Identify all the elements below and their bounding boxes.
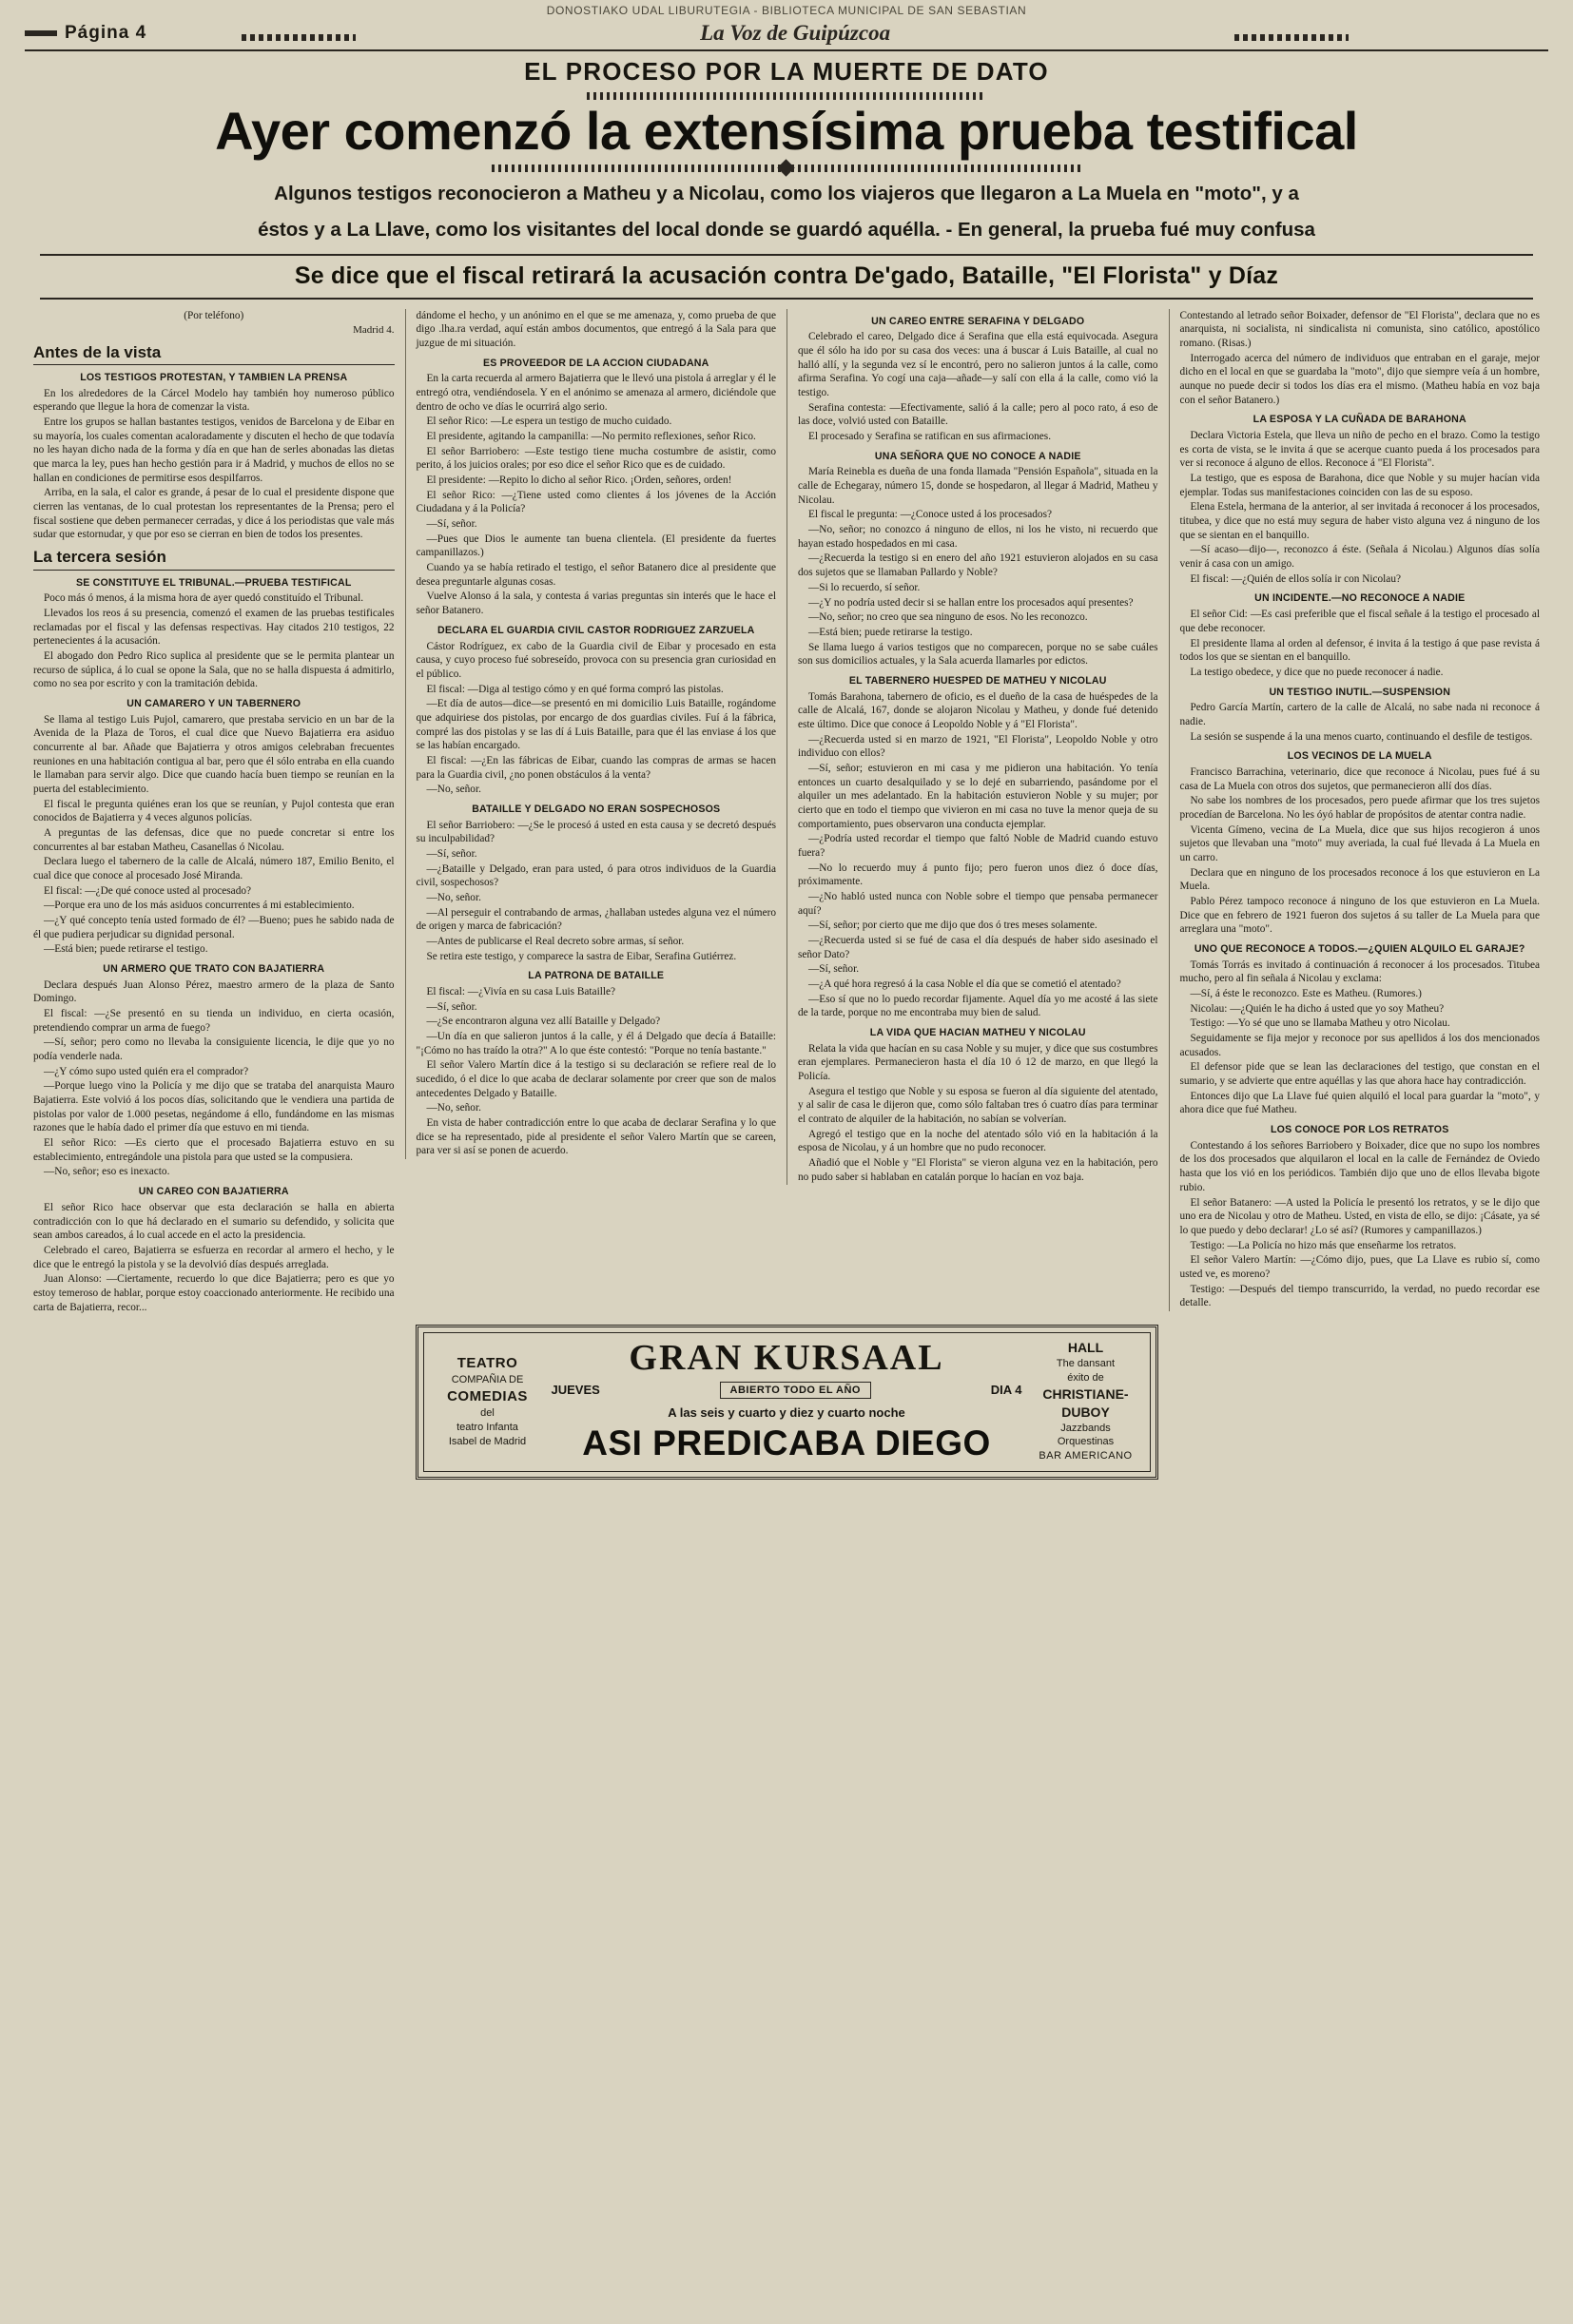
subhead-vida-matheu-nicolau: LA VIDA QUE HACIAN MATHEU Y NICOLAU [869,1027,1086,1039]
paragraph: Testigo: —La Policía no hizo más que enseñarme los retratos. [1190,1239,1457,1251]
advert-company-line-1: COMPAÑIA DE [451,1373,524,1385]
paragraph: Pedro García Martín, cartero de la calle de Alcalá, no sabe nada ni reconoce á nadie. [1179,702,1540,727]
advert-company-line-4: teatro Infanta [456,1421,518,1433]
paragraph: —Et día de autos—dice—se presentó en mi domicilio Luis Bataille, rogándome que adquiriese dos pistolas, por encargo de dos guardias civiles. Fuí á la fábrica, compré las dos pistolas y se las dí á Luis Bataille, para que él las enviase á los que se las habían encargado. [416,698,776,752]
paragraph: —¿Bataille y Delgado, eran para usted, ó para otros individuos de la Guardia civil, sospechosos? [416,862,776,889]
paragraph: —No lo recuerdo muy á punto fijo; pero fueron unos diez ó doce días, próximamente. [798,862,1158,888]
subhead-vecinos-la-muela: LOS VECINOS DE LA MUELA [1287,750,1432,763]
headline-block [0,51,1573,300]
paragraph: Entonces dijo que La Llave fué quien alquiló el local para guardar la "moto", y ahora dice que fué Matheu. [1179,1090,1540,1116]
paragraph: —Porque luego vino la Policía y me dijo que se trataba del anarquista Mauro Bajatierra. Este volvió á los pocos días, solicitando que le vendiera una partida de pistolas por valor de 1.000 pesetas, negándome á ello, fundándome en las mismas razones que le había dado el primer día que estuvo en mi tienda. [33,1080,395,1134]
paragraph: Interrogado acerca del número de individuos que entraban en el garaje, mejor dicho en el local en que se guardaba la "moto", dijo que siempre veía á un hombre, aunque no puede decir si todos los días era el mismo. (Matheu había en voz baja con el señor Batanero.) [1179,352,1540,406]
page-number-label: Página 4 [65,23,147,43]
paragraph: El fiscal le pregunta quiénes eran los que se reunían, y Pujol contesta que eran conocidos de Bajatierra y 4 veces algunos policías. [33,798,395,824]
paragraph: —¿Y no podría usted decir si se hallan entre los procesados aquí presentes? [808,596,1134,609]
paragraph: —Pues que Dios le aumente tan buena clientela. (El presidente da fuertes campanillazos.) [416,533,776,559]
paragraph: Se llama al testigo Luis Pujol, camarero, que prestaba servicio en un bar de la Avenida de la Plaza de Toros, el cual dice que Nuevo Bajatierra era asiduo concurrente al bar. Añade que Bajatierra y otros amigos celebraban frecuentes reuniones en una habitación contigua al bar, pero que él sólo entraba en ella cuando le llamaban para servir algo. Dice que cuando hacía buen tiempo se reunían en la puerta del establecimiento. [33,713,395,795]
headline-sub-2: Se dice que el fiscal retirará la acusación contra De'gado, Bataille, "El Florista" y Díaz [294,261,1279,289]
advert-hall-line-4: Orquestinas [1057,1436,1115,1448]
advert-left-panel [432,1339,544,1463]
paragraph: El señor Barriobero: —¿Se le procesó á usted en esta causa y se decretó después su inculpabilidad? [416,819,776,845]
paragraph: —Está bien; puede retirarse la testigo. [808,626,973,638]
paragraph: —¿Recuerda usted si se fué de casa el día después de haber sido asesinado el señor Dato? [798,934,1158,960]
subhead-incidente-no-reconoce: UN INCIDENTE.—NO RECONOCE A NADIE [1254,592,1466,605]
paragraph: —Al perseguir el contrabando de armas, ¿hallaban ustedes alguna vez el número de origen y marca de fabricación? [416,906,776,933]
subhead-esposa-cunada-barahona: LA ESPOSA Y LA CUÑADA DE BARAHONA [1253,414,1466,426]
advert-venue-title: GRAN KURSAAL [629,1337,944,1378]
paragraph: El presidente, agitando la campanilla: —No permito reflexiones, señor Rico. [426,431,756,443]
archive-watermark: DONOSTIAKO UDAL LIBURUTEGIA - BIBLIOTECA MUNICIPAL DE SAN SEBASTIAN [546,4,1027,17]
paragraph: El señor Barriobero: —Este testigo tiene mucha costumbre de asistir, como perito, á los juicios orales; por eso dice el señor Rico que es de cuidado. [416,445,776,472]
advert-open-badge: ABIERTO TODO EL AÑO [720,1382,871,1399]
advert-company-line-3: del [480,1407,495,1420]
column-3 [786,309,1169,1186]
advert-center-panel [552,1339,1022,1463]
subhead-guardia-civil-zarzuela: DECLARA EL GUARDIA CIVIL CASTOR RODRIGUEZ ZARZUELA [437,624,755,636]
subhead-bataille-delgado: BATAILLE Y DELGADO NO ERAN SOSPECHOSOS [472,803,721,815]
paragraph: Testigo: —Después del tiempo transcurrido, la verdad, no puedo recordar ese detalle. [1179,1283,1540,1309]
diamond-rule-ornament-icon [492,165,1081,172]
dot-rule-ornament-icon [587,92,986,100]
paragraph: Añadió que el Noble y "El Florista" se vieron alguna vez en la habitación, pero no pudo saber si hablaban en catalán porque lo hacían en voz baja. [798,1157,1158,1183]
subhead-camarero-tabernero: UN CAMARERO Y UN TABERNERO [126,697,301,709]
advert-inner [423,1332,1151,1472]
paragraph: —No, señor; no creo que sea ninguno de esos. No les reconozco. [808,611,1088,624]
paragraph: No sabe los nombres de los procesados, pero puede afirmar que los tres sujetos procedían de Barcelona. No les óyó hablar de propósitos de atentar contra nadie. [1179,795,1540,821]
paragraph: Arriba, en la sala, el calor es grande, á pesar de lo cual el presidente dispone que cierren las ventanas, de lo cual protestan los representantes de la Prensa; pero el fiscal sostiene que deben permanecer cerradas, y dice á los periodistas que vale más sudar que estornudar, y que por eso se cierran en bien de todos los presentes. [33,487,395,541]
advert-hall-line-3: Jazzbands [1060,1422,1111,1434]
headline-kicker: EL PROCESO POR LA MUERTE DE DATO [524,57,1049,86]
paragraph: —No, señor. [426,784,481,796]
paragraph: —Sí, señor. [426,1000,477,1013]
section-head-antes-de-la-vista: Antes de la vista [33,343,395,365]
paragraph: Llevados los reos á su presencia, comenzó el examen de las pruebas testificales reclamadas por el fiscal y las defensas respectivas. Hay citados 210 testigos, 22 pertenecientes á la acusación. [33,607,395,648]
paragraph: Declara que en ninguno de los procesados reconoce á los que estuvieron en La Muela. [1179,866,1540,893]
advert-company-line-5: Isabel de Madrid [448,1435,527,1447]
paragraph: —¿Podría usted recordar el tiempo que faltó Noble de Madrid cuando estuvo fuera? [798,833,1158,859]
advert-detail-row [552,1382,1022,1399]
paragraph: —Sí, señor. [808,963,860,976]
headline-main: Ayer comenzó la extensísima prueba testifical [215,101,1358,161]
paragraph: Vuelve Alonso á la sala, y contesta á varias preguntas sin interés que le hace el señor Batanero. [416,591,776,617]
paragraph: El defensor pide que se lean las declaraciones del testigo, que constan en el sumario, y se advierte que entre aquéllas y las que ahora hace hay contradicción. [1179,1061,1540,1088]
subhead-armero-bajatierra: UN ARMERO QUE TRATO CON BAJATIERRA [103,963,325,976]
subhead-conoce-por-retratos: LOS CONOCE POR LOS RETRATOS [1271,1124,1449,1136]
paragraph: El señor Rico hace observar que esta declaración se halla en abierta contradicción con lo que há declarado en el sumario su defendido, y solicita que sean ambos careados, á lo cual accede en el acto la presidencia. [33,1201,395,1242]
paragraph: Vicenta Gímeno, vecina de La Muela, dice que sus hijos recogieron á unos sujetos que llevaban una "moto" muy averiada, la cual fué llevada á La Muela en un carro. [1179,823,1540,863]
advert-hall-act: CHRISTIANE-DUBOY [1042,1385,1129,1420]
paragraph: El fiscal: —Diga al testigo cómo y en qué forma compró las pistolas. [426,683,724,695]
paragraph: El fiscal: —¿Quién de ellos solía ir con Nicolau? [1190,572,1401,585]
paragraph: El fiscal: —¿De qué conoce usted al procesado? [44,884,252,897]
advert-showtime: A las seis y cuarto y diez y cuarto noche [668,1404,905,1420]
paragraph: El presidente: —Repito lo dicho al señor Rico. ¡Orden, señores, orden! [426,474,732,487]
paragraph: El procesado y Serafina se ratifican en sus afirmaciones. [808,431,1052,443]
paragraph: Testigo: —Yo sé que uno se llamaba Matheu y otro Nicolau. [1190,1017,1450,1030]
paragraph: —Antes de publicarse el Real decreto sobre armas, sí señor. [426,935,685,947]
paragraph: Se retira este testigo, y comparece la sastra de Eibar, Serafina Gutiérrez. [426,950,737,962]
paragraph: Serafina contesta: —Efectivamente, salió á la calle; pero al poco rato, á eso de las doce, volvió usted con Bataille. [798,401,1158,428]
paragraph: María Reinebla es dueña de una fonda llamada "Pensión Española", situada en la calle de Echegaray, número 15, donde se hospedaron, al llegar á Madrid, Matheu y Nicolau. [798,466,1158,506]
paragraph: El fiscal: —¿Vivía en su casa Luis Bataille? [426,986,616,998]
advert-company-line-2: COMEDIAS [447,1387,528,1404]
paragraph: dándome el hecho, y un anónimo en el que se me amenaza, y, como prueba de que digo .lha.ra verdad, aquí están ambos documentos, que entregó á la Sala para que juzgue de mi situación. [416,309,776,350]
paragraph: —Si lo recuerdo, sí señor. [808,581,921,593]
dash-ornament-icon [25,30,57,36]
subhead-testigos-protestan: LOS TESTIGOS PROTESTAN, Y TAMBIEN LA PRENSA [80,372,348,384]
paragraph: El señor Batanero: —A usted la Policía le presentó los retratos, y se le dijo que uno era de Nicolau y otro de Matheu. Usted, en vista de ello, se dijo: ¡Cásate, ya sé lo que puedo y debo declarar! ¿Lo sé así? (Rumores y campanillazos.) [1179,1196,1540,1236]
paragraph: —No, señor. [426,891,481,903]
subhead-testigo-inutil: UN TESTIGO INUTIL.—SUSPENSION [1269,686,1451,698]
byline: (Por teléfono) [184,309,244,321]
advert-bar-label: BAR AMERICANO [1039,1450,1133,1462]
paragraph: Asegura el testigo que Noble y su esposa se fueron al día siguiente del atentado, y al salir de casa le dijeron que, como sólo faltaban tres ó cuatro días para terminar el contrato de alquiler de la habitación, no sabían se volverían. [798,1085,1158,1126]
paragraph: —Sí, señor; pero como no llevaba la consiguiente licencia, le dije que yo no podía venderle nada. [33,1036,395,1063]
masthead-title: La Voz de Guipúzcoa [146,21,1444,46]
subhead-proveedor-accion-ciudadana: ES PROVEEDOR DE LA ACCION CIUDADANA [482,357,709,369]
paragraph: Relata la vida que hacían en su casa Noble y su mujer, y dice que sus costumbres eran ejemplares. Permanecieron hasta el día 10 ó 12 de marzo, en que llegó la Policía. [798,1042,1158,1083]
paragraph: Pablo Pérez tampoco reconoce á ninguno de los que estuvieron en La Muela. Dice que en febrero de 1921 fueron dos sujetos á su taller de La Muela para que arreglara una "moto". [1179,896,1540,936]
paragraph: —No, señor; eso es inexacto. [44,1166,170,1178]
subhead-careo-serafina-delgado: UN CAREO ENTRE SERAFINA Y DELGADO [871,315,1085,327]
paragraph: El fiscal: —¿En las fábricas de Eibar, cuando las compras de armas se hacen para la Guardia civil, ¿no ponen obstáculos á la venta? [416,754,776,781]
paragraph: —Sí, á éste le reconozco. Este es Matheu. (Rumores.) [1190,988,1422,1000]
paragraph: En vista de haber contradicción entre lo que acaba de declarar Serafina y lo que dice se ha representado, pide al presidente el señor Valero Martín que se careen, para ver si así se ponen de acuerdo. [416,1117,776,1157]
advertisement-gran-kursaal[interactable] [416,1325,1158,1480]
headline-sub-banner [40,254,1533,300]
paragraph: El señor Rico: —Es cierto que el procesado Bajatierra estuvo en su establecimiento, entregándole una pistola para que usted se la compusiera. [33,1137,395,1163]
paragraph: —¿No habló usted nunca con Noble sobre el tiempo que pensaba permanecer aquí? [798,890,1158,917]
paragraph: Seguidamente se fija mejor y reconoce por sus apellidos á los dos mencionados acusados. [1179,1033,1540,1058]
paragraph: —No, señor; no conozco á ninguno de ellos, ni los he visto, ni recuerdo que hayan estado hospedados en mi casa. [798,524,1158,550]
paragraph: —Un día en que salieron juntos á la calle, y él á Delgado que decía á Bataille: "¡Cómo no has traído la otra?" A lo que éste contestó: "Porque no tenía bastante." [416,1031,776,1056]
paragraph: A preguntas de las defensas, dice que no puede concretar si entre los concurrentes al bar estaban Matheu, Casanellas ó Nicolau. [33,827,395,853]
advert-right-panel [1030,1339,1142,1463]
advert-hall-line-1: The dansant [1056,1358,1116,1370]
paragraph: —Sí acaso—dijo—, reconozco á éste. (Señala á Nicolau.) Algunos días solía venir á casa con un amigo. [1179,544,1540,571]
paragraph: Celebrado el careo, Bajatierra se esfuerza en recordar al armero el hecho, y le dice que le entregó la pistola y se la devolvió días después arreglada. [33,1244,395,1270]
paragraph: Declara después Juan Alonso Pérez, maestro armero de la plaza de Santo Domingo. [33,978,395,1005]
paragraph: El señor Rico: —¿Tiene usted como clientes á los jóvenes de la Acción Ciudadana y á la Policía? [416,489,776,515]
paragraph: Cástor Rodríguez, ex cabo de la Guardia civil de Eibar y procesado en esta causa, y cuyo proceso fué sobreseído, provoca con su presencia gran curiosidad en el público. [416,640,776,680]
paragraph: Poco más ó menos, á la misma hora de ayer quedó constituído el Tribunal. [44,592,364,605]
paragraph: Agregó el testigo que en la noche del atentado sólo vió en la habitación á la esposa de Nicolau, y á un hombre que no pudo reconocer. [798,1128,1158,1154]
subhead-careo-bajatierra: UN CAREO CON BAJATIERRA [138,1186,289,1198]
column-1 [23,309,405,1316]
paragraph: Contestando al letrado señor Boixader, defensor de "El Florista", declara que no es anarquista, ni socialista, ni sindicalista ni comunista, sino católico, apostólico romano. (Risas.) [1179,309,1540,350]
subhead-se-constituye-tribunal: SE CONSTITUYE EL TRIBUNAL.—PRUEBA TESTIFICAL [75,576,352,589]
paragraph: El señor Cid: —Es casi preferible que el fiscal señale á la testigo el procesado al que debe reconocer. [1179,609,1540,634]
headline-sub-line-1: Algunos testigos reconocieron a Matheu y a Nicolau, como los viajeros que llegaron a La Muela en "moto", y a [274,183,1299,205]
paragraph: —No, señor. [426,1102,481,1114]
advert-hall-line-2: éxito de [1067,1371,1104,1384]
subhead-uno-que-reconoce: UNO QUE RECONOCE A TODOS.—¿QUIEN ALQUILO EL GARAJE? [1194,943,1525,956]
column-4 [1169,309,1551,1311]
paragraph: Declara Victoria Estela, que lleva un niño de pecho en el brazo. Como la testigo es corta de vista, se le invita á que se acerque cuanto pueda á los procesados para ver si reconoce á alguno de ellos. Reconoce á "El Florista". [1179,430,1540,470]
paragraph: —¿Y cómo supo usted quién era el comprador? [44,1065,249,1077]
section-head-tercera-sesion: La tercera sesión [33,548,395,570]
paragraph: En los alrededores de la Cárcel Modelo hay también hoy numeroso público esperando que llegue la hora de comenzar la vista. [33,387,395,414]
paragraph: Se llama luego á varios testigos que no comparecen, porque no se sabe cuáles son sus domicilios actuales, y la Sala acuerda llamarles por edictos. [798,641,1158,668]
paragraph: —Sí, señor. [426,518,477,531]
paragraph: El presidente llama al orden al defensor, é invita á la testigo á que pase revista á todos los que se sientan en el banquillo. [1179,637,1540,664]
running-head [0,19,1573,46]
advert-theatre-label: TEATRO [456,1354,518,1371]
paragraph: Nicolau: —¿Quién le ha dicho á usted que yo soy Matheu? [1190,1002,1445,1015]
paragraph: —Está bien; puede retirarse el testigo. [44,943,208,956]
paragraph: El señor Valero Martín dice á la testigo si su declaración se refiere real de lo sucedido, ó el dice lo que acaba de declarar solamente por creer que son de malos antecedentes Delgado y Bataille. [416,1059,776,1099]
subhead-senora-no-conoce: UNA SEÑORA QUE NO CONOCE A NADIE [874,450,1081,462]
paragraph: —Sí, señor; estuvieron en mi casa y me pidieron una habitación. Yo tenía entonces un cuarto desalquilado y se lo dejé en subarriendo, pasándome por el alquiler un mes adelantado. En la habitación estuvieron Noble y su mujer; por cierto que en todo el tiempo que vivieron en mi casa no tuve la menor queja de su comportamiento, pues observaron una conducta ejemplar. [798,762,1158,830]
paragraph: Celebrado el careo, Delgado dice á Serafina que ella está equivocada. Asegura que él sólo ha ido por su casa dos veces: una á buscar á Luis Bataille, al cual no halló allí, y la segunda vez sí le encontró, pero no salieron juntos á la calle, como afirma Serafina. Yo cogí una caja—añade—y salí con ella á la calle, como vió la testigo. [798,331,1158,399]
paragraph: La testigo obedece, y dice que no puede reconocer á nadie. [1190,666,1444,678]
paragraph: —Sí, señor; por cierto que me dijo que dos ó tres meses solamente. [808,920,1097,932]
subhead-tabernero-huesped: EL TABERNERO HUESPED DE MATHEU Y NICOLAU [848,674,1107,687]
dateline: Madrid 4. [353,324,395,337]
paragraph: El abogado don Pedro Rico suplica al presidente que se le permita plantear un recurso de súplica, á lo cual se opone la Sala, que no se halla dispuesta á admitirlo, como no sea por escrito y con la tramitación debida. [33,649,395,690]
paragraph: —Sí, señor. [426,847,477,860]
paragraph: Francisco Barrachina, veterinario, dice que reconoce á Nicolau, pues fué á su casa de La Muela con otros dos sujetos, que permanecieron allí dos días. [1179,765,1540,792]
paragraph: Elena Estela, hermana de la anterior, al ser invitada á reconocer á los procesados, titubea, y dice que no está muy segura de haber visto alguna vez á ninguno de los que se sientan en el banquillo. [1179,501,1540,541]
advert-hall-label: HALL [1067,1340,1104,1356]
paragraph: Contestando á los señores Barriobero y Boixader, dice que no supo los nombres de los dos procesados que alquilaron el local en la calle de Fernández de Oviedo hasta que los vió en los periódicos. También dijo que uno de ellos llevaba bigote rubio. [1179,1139,1540,1193]
paragraph: Entre los grupos se hallan bastantes testigos, venidos de Barcelona y de Eibar en su mayoría, los cuales comentan acaloradamente y discuten el hecho de que todavía no les hayan dicho nada de la forma y día en que han de serles abonadas las dietas que marca la ley, pues han hecho gestión para ir á Madrid, y muchos de ellos no se hallan en condiciones de permitirse esos despilfarros. [33,416,395,484]
paragraph: Tomás Torrás es invitado á continuación á reconocer á los procesados. Titubea mucho, pero al fin señala á Nicolau y exclama: [1179,959,1540,985]
paragraph: La testigo, que es esposa de Barahona, dice que Noble y su mujer hacían vida ejemplar. Todas sus manifestaciones coinciden con las de su esposo. [1179,473,1540,498]
headline-sub-line-2: éstos y a La Llave, como los visitantes del local donde se guardó aquélla. - En general, la prueba fué muy confusa [258,218,1315,241]
paragraph: —Eso sí que no lo puedo recordar fijamente. Aquel día yo me acosté á las siete de la tarde, porque no me encontraba muy bien de salud. [798,993,1158,1019]
paragraph: —¿Recuerda usted si en marzo de 1921, "El Florista", Leopoldo Noble y otro individuo con ellos? [798,733,1158,760]
advert-date: DIA 4 [990,1383,1022,1398]
column-2 [405,309,787,1159]
paragraph: El señor Rico: —Le espera un testigo de mucho cuidado. [426,416,672,428]
paragraph: Declara luego el tabernero de la calle de Alcalá, número 187, Emilio Benito, el cual dice que conoce al procesado José Miranda. [33,856,395,882]
paragraph: En la carta recuerda al armero Bajatierra que le llevó una pistola á arreglar y él le entregó otra, vendiéndosela. Y en el anónimo se amenaza al armero, diciéndole que dentro de ocho ve días le ocurrirá algo serio. [416,373,776,413]
paragraph: Tomás Barahona, tabernero de oficio, es el dueño de la casa de huéspedes de la calle de Alcalá, 167, donde se alojaron Nicolau y Matheu, y donde fué detenido este último. Dice que conoce á Leopoldo Noble y á "El Florista". [798,690,1158,730]
paragraph: —¿Recuerda la testigo si en enero del año 1921 estuvieron alojados en su casa dos sujetos que se llamaban Pallardo y Noble? [798,552,1158,579]
advert-film-title: ASI PREDICABA DIEGO [582,1423,991,1462]
paragraph: —Porque era uno de los más asiduos concurrentes á mi establecimiento. [44,900,355,912]
paragraph: —¿A qué hora regresó á la casa Noble el día que se cometió el atentado? [808,978,1121,990]
paragraph: —¿Y qué concepto tenía usted formado de él? —Bueno; pues he sabido nada de él que pudiera perjudicar su dignidad personal. [33,915,395,940]
paragraph: La sesión se suspende á la una menos cuarto, continuando el desfile de testigos. [1190,730,1533,743]
paragraph: El señor Valero Martín: —¿Cómo dijo, pues, que La Llave es rubio sí, como usted ve, es moreno? [1179,1254,1540,1280]
subhead-patrona-bataille: LA PATRONA DE BATAILLE [528,970,665,982]
paragraph: —¿Se encontraron alguna vez allí Bataille y Delgado? [426,1016,661,1028]
paragraph: El fiscal le pregunta: —¿Conoce usted á los procesados? [808,509,1052,521]
page-number [25,23,146,44]
paragraph: Cuando ya se había retirado el testigo, el señor Batanero dice al presidente que desea preguntarle algunas cosas. [416,562,776,588]
article-columns [0,300,1573,1316]
paragraph: El fiscal: —¿Se presentó en su tienda un individuo, en cierta ocasión, pretendiendo comprar un arma de fuego? [33,1008,395,1034]
advert-day: JUEVES [551,1383,600,1398]
paragraph: Juan Alonso: —Ciertamente, recuerdo lo que dice Bajatierra; pero es que yo estoy temeroso de hablar, porque estoy coaccionado anteriormente. He recibido una carta de Bajatierra, recor... [33,1273,395,1313]
